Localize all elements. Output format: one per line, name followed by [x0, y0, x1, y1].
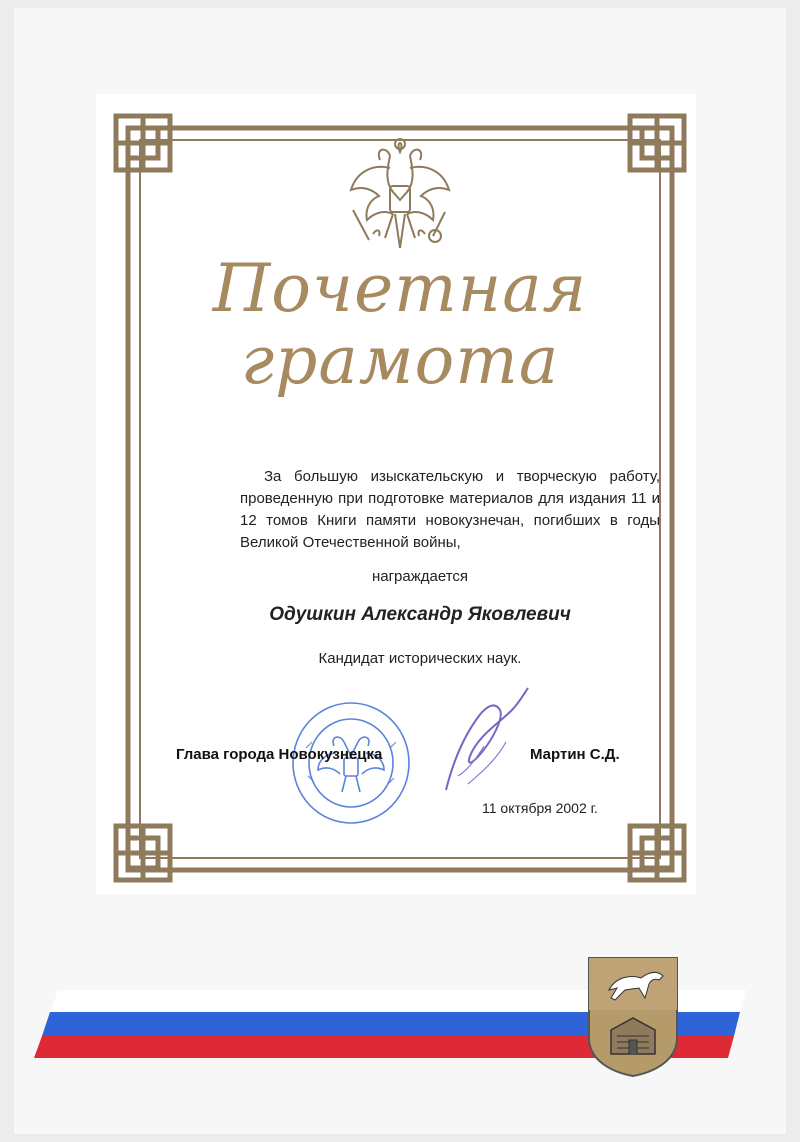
- certificate-title-line2: грамота: [240, 322, 560, 399]
- signatory-name: Мартин С.Д.: [530, 746, 620, 763]
- signatory-position: Глава города Новокузнецка: [176, 746, 383, 763]
- city-crest-icon: [585, 954, 681, 1080]
- award-reason-text: За большую изыскательскую и творческую работу, проведенную при подготовке материалов для издания 11 и 12 томов Книги памяти новокузнечан, погибших в годы Великой Отечественной войны,: [240, 468, 660, 551]
- recipient-degree: Кандидат исторических наук.: [318, 650, 522, 667]
- issue-date: 11 октября 2002 г.: [482, 800, 598, 816]
- certificate-title-line1: Почетная: [212, 250, 588, 327]
- recipient-name: Одушкин Александр Яковлевич: [269, 604, 571, 625]
- awarded-label: награждается: [371, 568, 469, 585]
